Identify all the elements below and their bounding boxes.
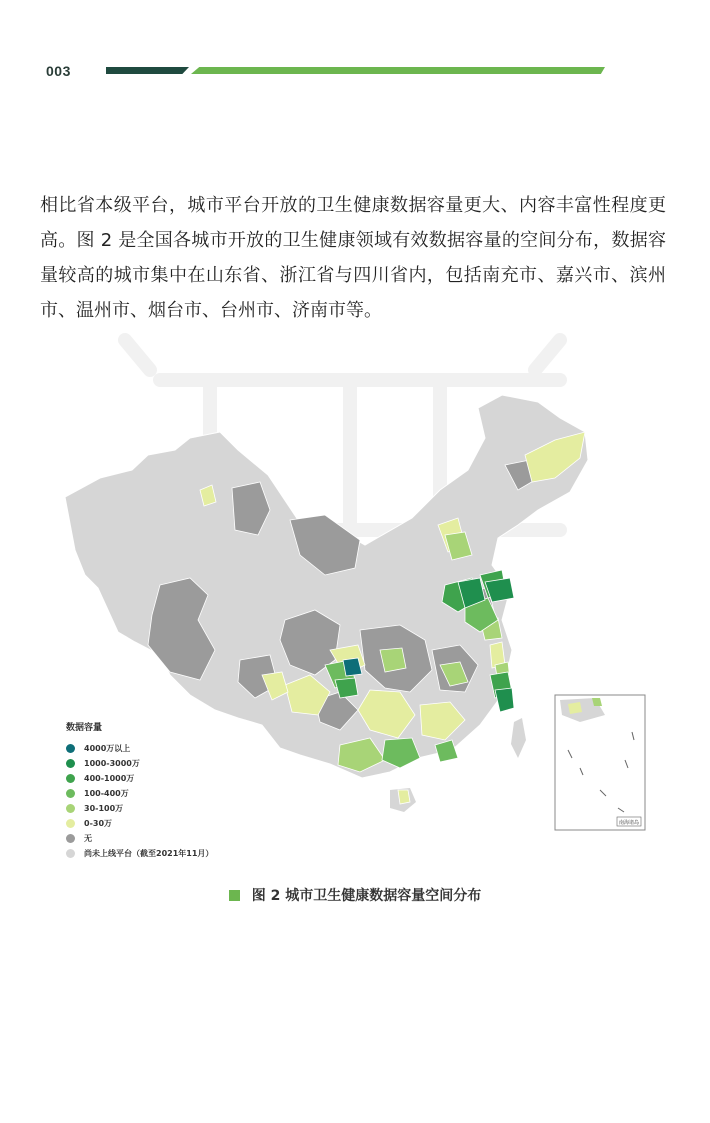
legend-label: 30-100万: [84, 804, 124, 813]
header-bar-green: [191, 67, 605, 74]
china-map: [40, 320, 680, 860]
header-bar-dark: [106, 67, 189, 74]
legend-items: [66, 741, 306, 861]
legend-item: [66, 801, 306, 816]
legend-item: [66, 831, 306, 846]
legend-item: [66, 846, 306, 861]
map-legend: [66, 720, 306, 861]
figure-caption: [0, 885, 710, 905]
legend-swatch-icon: [66, 759, 75, 768]
legend-item: [66, 741, 306, 756]
legend-item: [66, 786, 306, 801]
legend-label: 100-400万: [84, 789, 129, 798]
body-paragraph: 相比省本级平台，城市平台开放的卫生健康数据容量更大、内容丰富性程度更高。图 2 是全国各城市开放的卫生健康领域有效数据容量的空间分布，数据容量较高的城市集中在山东省、浙江省与四川省内，包括南充市、嘉兴市、滨州市、温州市、烟台市、台州市、济南市等。: [40, 195, 666, 321]
caption-marker-icon: [229, 890, 240, 901]
legend-label: 400-1000万: [84, 774, 135, 783]
inset-label: 南海诸岛: [618, 820, 640, 826]
legend-item: [66, 756, 306, 771]
legend-item: [66, 816, 306, 831]
legend-swatch-icon: [66, 819, 75, 828]
legend-swatch-icon: [66, 849, 75, 858]
legend-label: 0-30万: [84, 819, 113, 828]
legend-label: 4000万以上: [84, 744, 131, 753]
legend-swatch-icon: [66, 744, 75, 753]
legend-swatch-icon: [66, 774, 75, 783]
legend-label: 尚未上线平台（截至2021年11月）: [84, 849, 214, 858]
caption-text: 图 2 城市卫生健康数据容量空间分布: [251, 888, 482, 904]
legend-label: 1000-3000万: [84, 759, 140, 768]
legend-item: [66, 771, 306, 786]
legend-swatch-icon: [66, 804, 75, 813]
taiwan: [511, 718, 526, 758]
legend-swatch-icon: [66, 789, 75, 798]
legend-swatch-icon: [66, 834, 75, 843]
legend-title: 数据容量: [66, 723, 103, 733]
legend-label: 无: [84, 834, 92, 843]
page-number: 003: [46, 63, 71, 79]
south-sea-inset: [555, 695, 645, 830]
